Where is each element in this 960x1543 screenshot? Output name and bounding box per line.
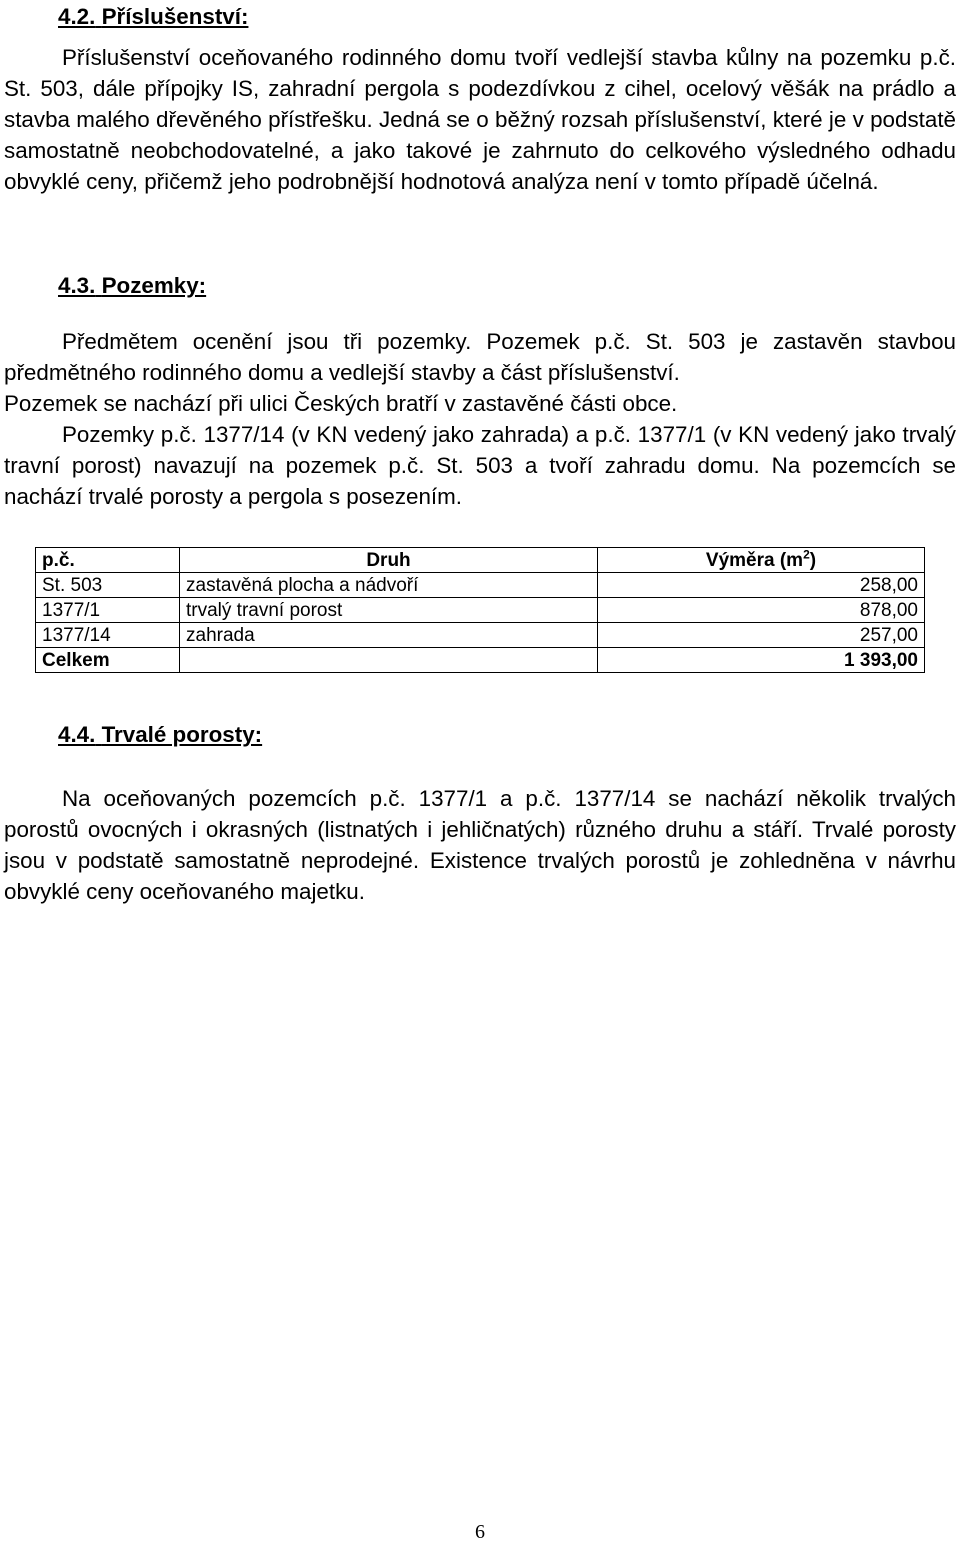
cell-type: zahrada bbox=[180, 623, 598, 648]
accessories-text-block bbox=[4, 42, 956, 197]
header-area-suffix: ) bbox=[809, 549, 817, 571]
land-paragraph-3: Pozemky p.č. 1377/14 (v KN vedený jako zahrada) a p.č. 1377/1 (v KN vedený jako trvalý travní porost) navazují na pozemek p.č. St. 503 a tvoří zahradu domu. Na pozemcích se nachází trvalé porosty a pergola s posezením. bbox=[4, 422, 956, 509]
table-row bbox=[36, 623, 925, 648]
section-number: 4.2. bbox=[58, 4, 96, 29]
header-area-superscript: 2 bbox=[803, 547, 810, 562]
cell-area: 878,00 bbox=[598, 598, 925, 623]
cell-parcel: 1377/14 bbox=[36, 623, 180, 648]
vegetation-text-block bbox=[4, 783, 956, 907]
section-title: Pozemky: bbox=[101, 273, 207, 298]
section-number: 4.4. bbox=[58, 722, 96, 747]
cell-area: 258,00 bbox=[598, 573, 925, 598]
vegetation-paragraph: Na oceňovaných pozemcích p.č. 1377/1 a p.č. 1377/14 se nachází několik trvalých porostů ovocných i okrasných (listnatých i jehličnatých) různého druhu a stáří. Trvalé porosty jsou v podstatě samostatně neprodejné. Existence trvalých porostů je zohledněna v návrhu obvyklé ceny oceňovaného majetku. bbox=[4, 786, 956, 904]
table-total-row bbox=[36, 648, 925, 673]
cell-area: 257,00 bbox=[598, 623, 925, 648]
cell-type: zastavěná plocha a nádvoří bbox=[180, 573, 598, 598]
header-area-prefix: Výměra (m bbox=[705, 549, 804, 571]
section-title: Příslušenství: bbox=[101, 4, 249, 29]
page-number: 6 bbox=[475, 1521, 485, 1543]
cell-parcel: St. 503 bbox=[36, 573, 180, 598]
total-empty-cell bbox=[180, 648, 598, 673]
section-heading-land bbox=[58, 270, 206, 301]
cell-parcel: 1377/1 bbox=[36, 598, 180, 623]
section-number: 4.3. bbox=[58, 273, 96, 298]
cell-type: trvalý travní porost bbox=[180, 598, 598, 623]
accessories-paragraph: Příslušenství oceňovaného rodinného domu tvoří vedlejší stavba kůlny na pozemku p.č. St. 503, dále přípojky IS, zahradní pergola s podezdívkou z cihel, ocelový věšák na prádlo a stavba malého dřevěného přístřešku. Jedná se o běžný rozsah příslušenství, které je v podstatě samostatně neobchodovatelné, a jako takové je zahrnuto do celkového výsledného odhadu obvyklé ceny, přičemž jeho podrobnější hodnotová analýza není v tomto případě účelná. bbox=[4, 45, 956, 194]
parcel-table bbox=[35, 547, 925, 673]
land-paragraph-1: Předmětem ocenění jsou tři pozemky. Pozemek p.č. St. 503 je zastavěn stavbou předmětného rodinného domu a vedlejší stavby a část příslušenství. bbox=[4, 329, 956, 385]
section-title: Trvalé porosty: bbox=[101, 722, 263, 747]
land-paragraph-2: Pozemek se nachází při ulici Českých bratří v zastavěné části obce. bbox=[4, 391, 678, 416]
table-row bbox=[36, 573, 925, 598]
section-heading-accessories bbox=[58, 1, 248, 32]
section-heading-vegetation bbox=[58, 719, 262, 750]
total-area: 1 393,00 bbox=[598, 648, 925, 673]
header-parcel: p.č. bbox=[36, 548, 180, 573]
header-area bbox=[598, 548, 925, 573]
total-label: Celkem bbox=[36, 648, 180, 673]
table-row bbox=[36, 598, 925, 623]
header-type: Druh bbox=[180, 548, 598, 573]
land-text-block bbox=[4, 326, 956, 512]
table-header-row bbox=[36, 548, 925, 573]
